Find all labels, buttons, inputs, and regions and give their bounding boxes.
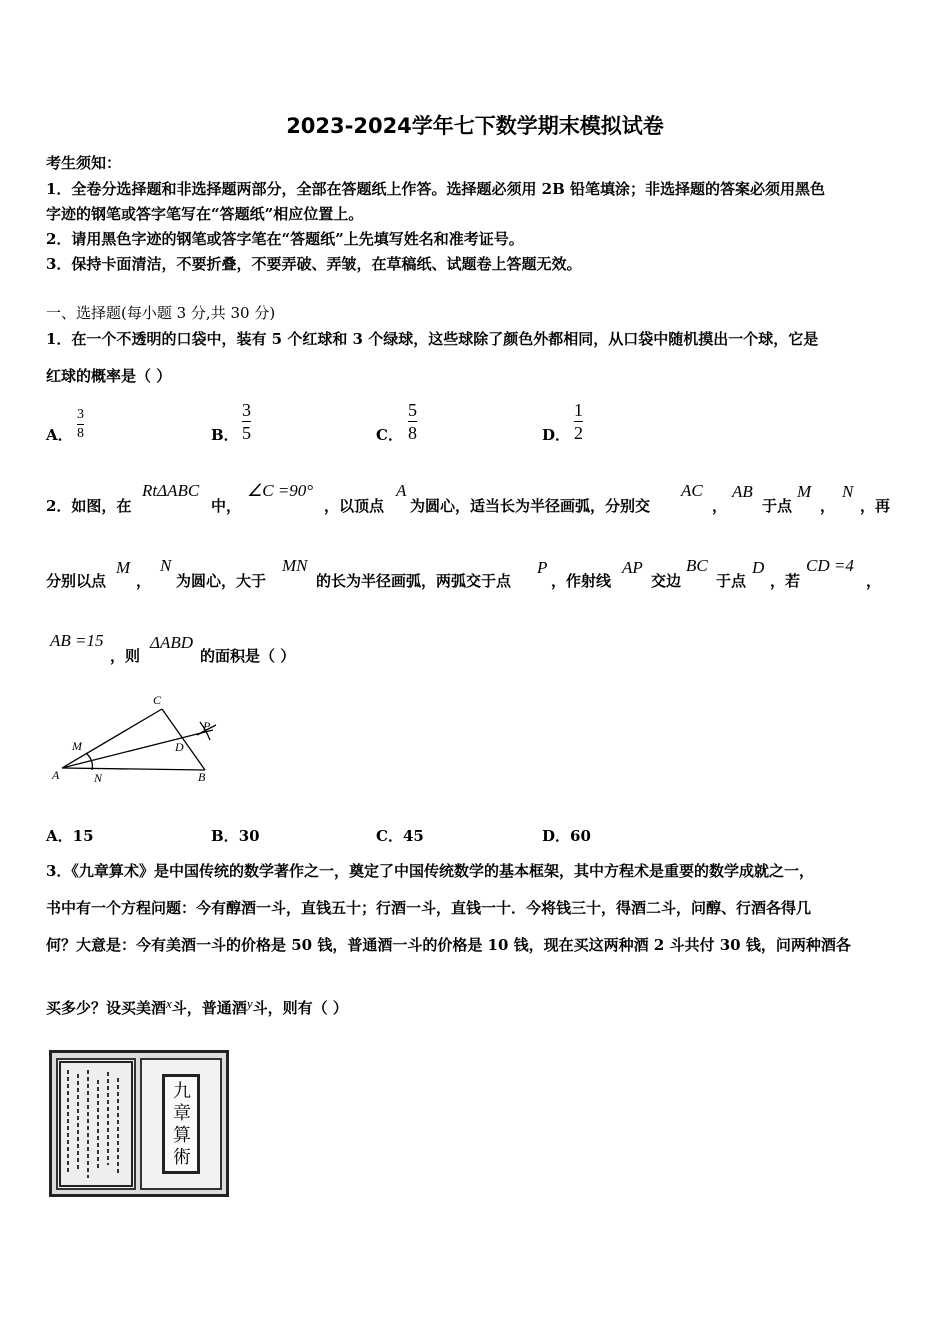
q2-math-m: M <box>797 482 812 501</box>
book-left <box>56 1058 136 1190</box>
q1-option-c-label: C． <box>376 426 403 444</box>
book-title-label <box>162 1074 200 1174</box>
q1-option-d-label: D． <box>542 426 571 444</box>
q2-math-angle: ∠C =90° <box>247 481 314 500</box>
q2-row2-math-mn: MN <box>282 556 308 575</box>
q1-stem-line-2: 红球的概率是（ ） <box>46 367 172 385</box>
section-heading: 一、选择题(每小题 3 分,共 30 分) <box>46 304 276 322</box>
q3-text-2: 斗，普通酒 <box>171 999 247 1017</box>
q2-text-8: ，再 <box>860 497 891 515</box>
q1-option-a-numerator: 3 <box>77 407 84 422</box>
label-n: N <box>94 771 103 785</box>
q2-row2-text-7: 于点 <box>716 572 747 590</box>
book-photo <box>49 1050 229 1197</box>
q2-row2-text-2: ， <box>136 572 152 590</box>
q2-row2-text-3: 为圆心，大于 <box>176 572 267 590</box>
q1-option-d-numerator: 1 <box>574 400 583 420</box>
book-left-text-columns <box>58 1060 134 1188</box>
q1-option-b-numerator: 3 <box>242 400 251 420</box>
q3-stem-line-4 <box>46 996 348 1018</box>
notice-item-3: 3．保持卡面清洁，不要折叠，不要弄破、弄皱，在草稿纸、试题卷上答题无效。 <box>46 255 582 273</box>
q2-row2-text-9: ， <box>866 572 882 590</box>
q2-option-b-label: B． <box>211 827 239 845</box>
q2-row2-math-d: D <box>752 558 765 577</box>
q2-row3-text-2: 的面积是（ ） <box>200 647 296 665</box>
notice-item-1-line-1: 1．全卷分选择题和非选择题两部分，全部在答题纸上作答。选择题必须用 2B 铅笔填涂；非选择题的答案必须用黑色 <box>46 180 826 198</box>
notice-item-2: 2．请用黑色字迹的钢笔或答字笔在“答题纸”上先填写姓名和准考证号。 <box>46 230 524 248</box>
q2-text-4: 为圆心，适当长为半径画弧，分别交 <box>410 497 651 515</box>
q2-option-c-label: C． <box>376 827 403 845</box>
q2-text-7: ， <box>820 497 836 515</box>
q2-math-ab: AB <box>732 482 753 501</box>
q2-text-1: 2．如图，在 <box>46 497 132 515</box>
q1-option-d-denominator: 2 <box>574 423 583 443</box>
q2-text-3: ，以顶点 <box>324 497 385 515</box>
q1-option-c-denominator: 8 <box>408 423 417 443</box>
segment-ab <box>62 768 205 770</box>
q3-text-1: 买多少？设买美酒 <box>46 999 167 1017</box>
q2-row2-math-p: P <box>537 558 548 577</box>
label-a: A <box>52 768 60 782</box>
label-c: C <box>153 693 162 707</box>
q2-text-5: ， <box>712 497 728 515</box>
q3-stem-line-2: 书中有一个方程问题：今有醇酒一斗，直钱五十；行酒一斗，直钱一十．今将钱三十，得酒二斗，问醇、行酒各得几 <box>46 899 812 917</box>
q2-option-d-value: 60 <box>570 827 591 845</box>
q2-row3-math-abd: ΔABD <box>150 633 194 652</box>
q2-row2-text-6: 交边 <box>651 572 682 590</box>
q3-math-x: x <box>166 996 172 1011</box>
q1-stem-line-1: 1．在一个不透明的口袋中，装有 5 个红球和 3 个绿球，这些球除了颜色外都相同，从口袋中随机摸出一个球，它是 <box>46 330 819 348</box>
q2-option-b-value: 30 <box>238 827 260 845</box>
q2-row2-math-n: N <box>160 556 172 575</box>
q2-text-2: 中， <box>211 497 242 515</box>
q1-option-a-denominator: 8 <box>77 426 84 441</box>
q3-stem-line-3: 何？大意是：今有美酒一斗的价格是 50 钱，普通酒一斗的价格是 10 钱，现在买这两种酒 2 斗共付 30 钱，问两种酒各 <box>46 936 851 954</box>
q3-math-y: y <box>246 996 253 1011</box>
q2-row3-text-1: ，则 <box>110 647 141 665</box>
notice-heading: 考生须知： <box>46 154 122 172</box>
q1-option-d-fraction <box>574 401 583 442</box>
q2-text-6: 于点 <box>762 497 793 515</box>
q1-option-c-numerator: 5 <box>408 400 417 420</box>
page-title: 2023-2024学年七下数学期末模拟试卷 <box>286 114 664 138</box>
q2-row2-math-m: M <box>116 558 131 577</box>
q2-option-d-label: D． <box>542 827 571 845</box>
q1-option-a-fraction <box>77 408 84 441</box>
q2-option-a-value: 15 <box>72 827 94 845</box>
q2-math-a: A <box>396 481 407 500</box>
q2-row2-text-5: ，作射线 <box>551 572 612 590</box>
q2-option-b <box>211 825 260 846</box>
q2-math-ac: AC <box>681 481 703 500</box>
q2-row2-math-ap: AP <box>622 558 643 577</box>
q3-stem-line-1: 3．《九章算术》是中国传统的数学著作之一，奠定了中国传统数学的基本框架，其中方程术是重要的数学成就之一， <box>46 862 814 880</box>
q2-option-a <box>46 825 94 846</box>
q2-row2-math-cd: CD =4 <box>806 556 854 575</box>
label-m: M <box>72 739 82 753</box>
q1-option-c-fraction <box>408 401 417 442</box>
label-p: P <box>203 719 211 733</box>
q2-math-rt-triangle: RtΔABC <box>142 481 200 500</box>
label-d: D <box>175 740 184 754</box>
triangle-figure <box>50 690 230 785</box>
q1-option-b-denominator: 5 <box>242 423 251 443</box>
q3-text-3: 斗，则有（ ） <box>252 999 348 1017</box>
q2-option-a-label: A． <box>46 827 73 845</box>
book-title-text: 九章算術 <box>173 1081 191 1168</box>
q1-option-b-label: B． <box>211 426 239 444</box>
q2-row2-math-bc: BC <box>686 556 708 575</box>
q2-row2-text-8: ，若 <box>770 572 801 590</box>
q2-row2-text-4: 的长为半径画弧，两弧交于点 <box>316 572 512 590</box>
label-b: B <box>198 770 206 784</box>
q2-option-d <box>542 825 591 846</box>
q1-option-a-label: A． <box>46 426 73 444</box>
q2-option-c <box>376 825 424 846</box>
q2-row2-text-1: 分别以点 <box>46 572 107 590</box>
q2-row3-math-ab: AB =15 <box>50 631 104 650</box>
book-right <box>140 1058 222 1190</box>
notice-item-1-line-2: 字迹的钢笔或答字笔写在“答题纸”相应位置上。 <box>46 205 364 223</box>
q1-option-b-fraction <box>242 401 251 442</box>
q2-math-n: N <box>842 482 854 501</box>
q2-option-c-value: 45 <box>402 827 424 845</box>
